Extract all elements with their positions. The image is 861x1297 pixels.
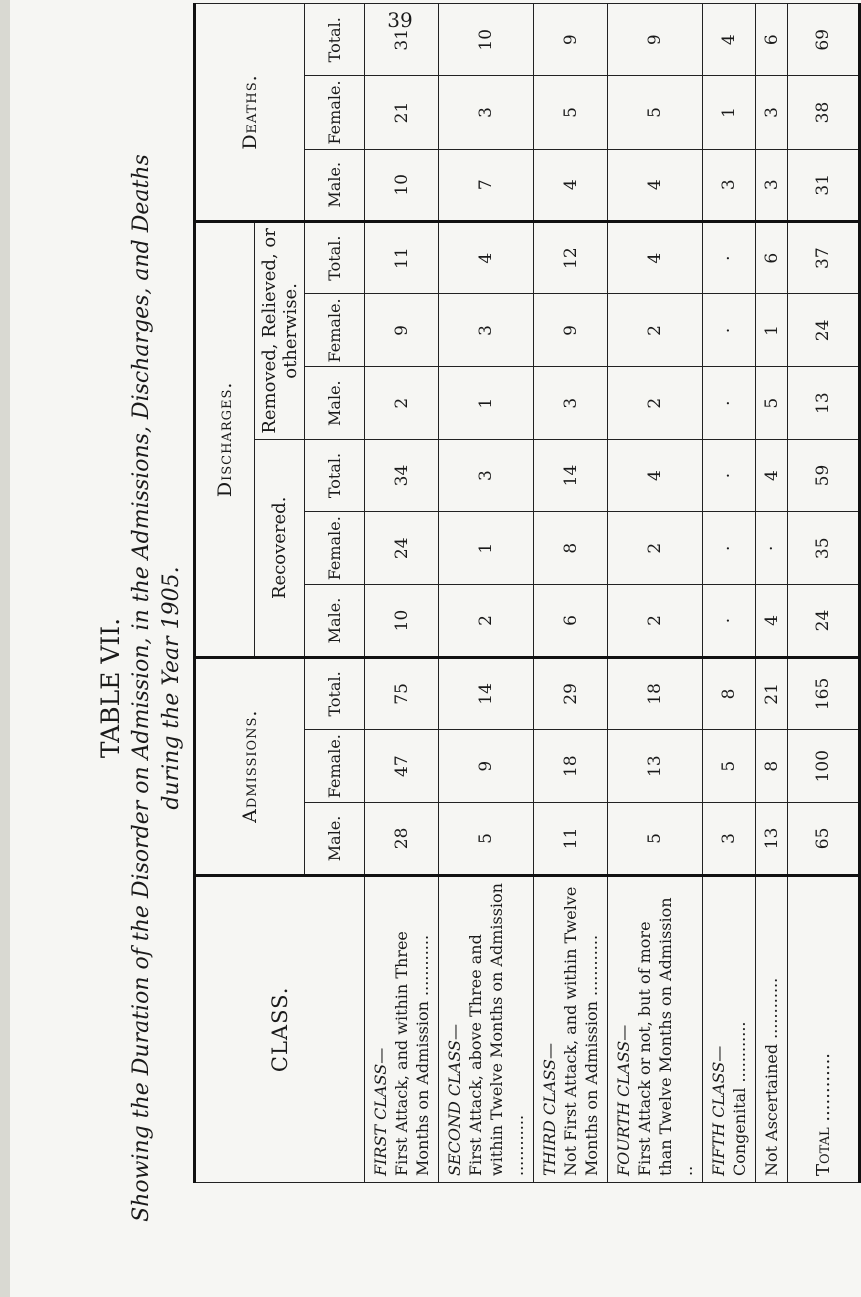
total-cell: 165 [788,657,860,729]
table-cell: 14 [534,439,608,511]
total-cell: 65 [788,803,860,875]
class-heading: FIFTH CLASS— [709,1045,728,1176]
class-text: Not First Attack, and within Twelve Months on Admission ............ [561,886,601,1176]
table-row [608,4,703,1183]
table-cell: 3 [703,149,756,221]
duration-table [193,3,861,1183]
table-cell: 1 [756,294,788,367]
class-rows [365,4,788,1183]
scan-edge-mark [0,0,10,1297]
table-cell: 6 [756,4,788,76]
table-cell: 9 [534,4,608,76]
class-description [534,875,608,1182]
total-cell: 37 [788,221,860,293]
table-cell: 24 [365,512,439,585]
table-cell: 21 [365,76,439,149]
table-cell: 4 [756,585,788,657]
recovered-female-header: Female. [305,512,365,585]
class-text: First Attack, above Three and within Twelve Months on Admission ............ [466,883,527,1176]
table-row [756,4,788,1183]
table-cell: 8 [703,657,756,729]
table-cell: 2 [439,585,534,657]
table-cell: 2 [608,367,703,439]
table-row [365,4,439,1183]
table-cell: · [703,294,756,367]
table-cell: 4 [756,439,788,511]
table-cell: 3 [439,294,534,367]
table-cell: · [703,439,756,511]
table-cell: 4 [608,439,703,511]
recovered-male-header: Male. [305,585,365,657]
total-cell: 35 [788,512,860,585]
caption-line-1: Showing the Duration of the Disorder on Admission, in the Admissions, Discharges, and Deaths [129,154,154,1222]
table-cell: 2 [365,367,439,439]
table-cell: 12 [534,221,608,293]
table-cell: 3 [439,76,534,149]
removed-male-header: Male. [305,367,365,439]
table-cell: 13 [756,803,788,875]
table-cell: 6 [756,221,788,293]
table-cell: 5 [703,730,756,803]
table-cell: 2 [608,585,703,657]
table-cell: 2 [608,294,703,367]
class-text: First Attack, and within Three Months on Admission ............ [392,931,432,1176]
recovered-header: Recovered. [255,439,305,657]
table-cell: 5 [534,76,608,149]
class-description [756,875,788,1182]
removed-female-header: Female. [305,294,365,367]
total-label: Total ............ [788,875,860,1182]
table-cell: 9 [365,294,439,367]
table-cell: 10 [365,585,439,657]
table-cell: 34 [365,439,439,511]
table-cell: · [703,585,756,657]
table-caption [95,98,184,1278]
admissions-total-header: Total. [305,657,365,729]
table-cell: 3 [534,367,608,439]
class-description [703,875,756,1182]
table-cell: 4 [703,4,756,76]
class-description [365,875,439,1182]
table-row [534,4,608,1183]
class-heading: THIRD CLASS— [540,1043,559,1176]
total-cell: 100 [788,730,860,803]
removed-header: Removed, Relieved, or otherwise. [255,221,305,439]
table-label: TABLE VII. [96,617,125,759]
class-description [608,875,703,1182]
recovered-total-header: Total. [305,439,365,511]
table-cell: 4 [439,221,534,293]
table-cell: 18 [608,657,703,729]
table-cell: 29 [534,657,608,729]
table-cell: 4 [534,149,608,221]
table-cell: 18 [534,730,608,803]
deaths-total-header: Total. [305,4,365,76]
table-cell: 11 [534,803,608,875]
rotated-table-block [95,3,834,1222]
table-cell: 1 [703,76,756,149]
class-heading: FIRST CLASS— [371,1047,390,1176]
table-cell: 9 [608,4,703,76]
table-cell: 14 [439,657,534,729]
deaths-male-header: Male. [305,149,365,221]
class-heading: FOURTH CLASS— [614,1024,633,1176]
class-header: CLASS. [195,875,365,1182]
table-cell: · [703,367,756,439]
table-cell: 13 [608,730,703,803]
table-cell: 10 [365,149,439,221]
table-cell: 5 [608,803,703,875]
admissions-male-header: Male. [305,803,365,875]
deaths-header: Deaths. [195,4,305,222]
table-cell: 4 [608,149,703,221]
admissions-header: Admissions. [195,657,305,875]
total-cell: 13 [788,367,860,439]
table-cell: 9 [439,730,534,803]
table-cell: 4 [608,221,703,293]
admissions-female-header: Female. [305,730,365,803]
table-cell: · [703,221,756,293]
table-cell: 8 [756,730,788,803]
caption-line-2: during the Year 1905. [159,566,184,810]
total-cell: 31 [788,149,860,221]
class-description [439,875,534,1182]
class-text: Congenital ............ [730,1021,749,1176]
table-cell: 6 [534,585,608,657]
table-cell: 9 [534,294,608,367]
total-cell: 38 [788,76,860,149]
page-number: 39 [387,8,413,32]
table-cell: 3 [756,76,788,149]
table-cell: 8 [534,512,608,585]
table-cell: 3 [439,439,534,511]
table-cell: 5 [608,76,703,149]
table-cell: 11 [365,221,439,293]
table-cell: 75 [365,657,439,729]
table-cell: 1 [439,367,534,439]
table-cell: 10 [439,4,534,76]
class-text: First Attack or not, but of more than Twelve Months on Admission .. [635,897,696,1176]
table-row [703,4,756,1183]
discharges-header: Discharges. [195,221,255,657]
table-cell: 3 [703,803,756,875]
table-cell: 2 [608,512,703,585]
table-cell: 28 [365,803,439,875]
table-cell: 3 [756,149,788,221]
class-text: Not Ascertained ............ [762,977,781,1176]
removed-total-header: Total. [305,221,365,293]
table-cell: 1 [439,512,534,585]
table-cell: 5 [439,803,534,875]
total-cell: 59 [788,439,860,511]
table-cell: 7 [439,149,534,221]
table-cell: · [703,512,756,585]
table-cell: 47 [365,730,439,803]
table-cell: 5 [756,367,788,439]
table-cell: 21 [756,657,788,729]
total-cell: 24 [788,294,860,367]
total-cell: 24 [788,585,860,657]
total-cell: 69 [788,4,860,76]
table-row [439,4,534,1183]
table-cell: · [756,512,788,585]
class-heading: SECOND CLASS— [445,1024,464,1176]
deaths-female-header: Female. [305,76,365,149]
table-cell: 31 [365,4,439,76]
total-row [788,4,860,1183]
